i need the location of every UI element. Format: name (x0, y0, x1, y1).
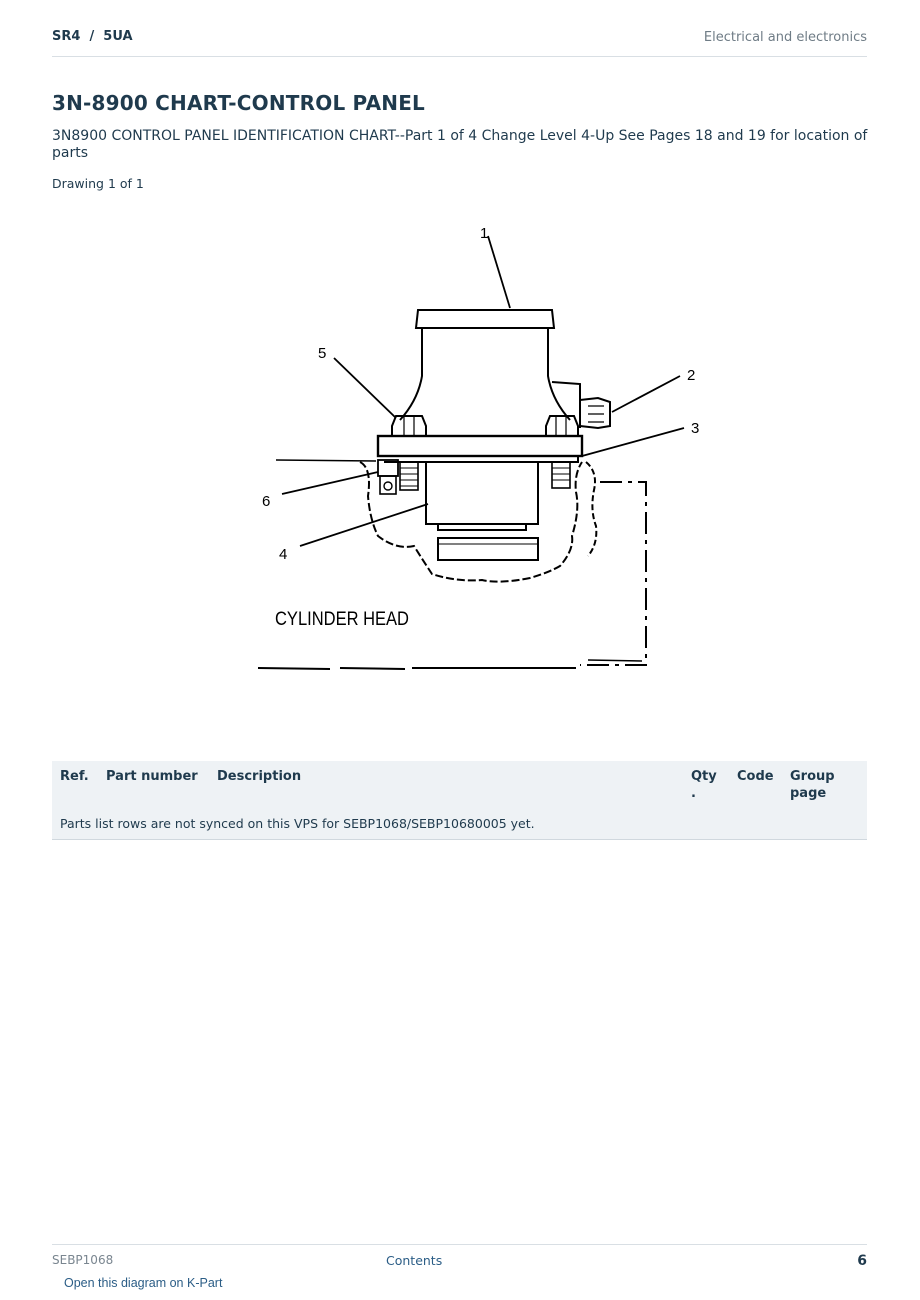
page-number: 6 (857, 1253, 867, 1269)
model-breadcrumb: SR4 / 5UA (52, 29, 133, 44)
contents-link[interactable]: Contents (386, 1253, 443, 1268)
cylinder-head-outline (580, 482, 646, 665)
callout-6: 6 (262, 493, 271, 510)
open-diagram-link[interactable]: Open this diagram on K-Part (64, 1276, 223, 1290)
page-header (52, 29, 867, 57)
lower-housing (426, 462, 538, 524)
mounting-plate (378, 436, 582, 456)
parts-sync-note: Parts list rows are not synced on this VPS for SEBP1068/SEBP10680005 yet. (60, 816, 535, 831)
cylinder-head-caption: CYLINDER HEAD (275, 609, 409, 630)
parts-diagram (200, 210, 720, 720)
piston (438, 538, 538, 560)
callout-2: 2 (687, 367, 696, 384)
column-group-page: Group page (790, 769, 835, 801)
nut-right (546, 416, 578, 436)
column-description: Description (217, 769, 302, 784)
column-part-number: Part number (106, 769, 198, 784)
callout-4: 4 (279, 546, 288, 563)
parts-table-header (52, 761, 867, 809)
casting-edge-right (586, 462, 596, 556)
page-title: 3N-8900 CHART-CONTROL PANEL (52, 91, 425, 115)
column-qty: Qty . (691, 769, 717, 801)
callout-1: 1 (480, 225, 489, 242)
column-code: Code (737, 769, 774, 784)
nut-5-left (392, 416, 426, 436)
fitting-2 (580, 398, 610, 428)
callout-3: 3 (691, 420, 700, 437)
section-name: Electrical and electronics (703, 30, 867, 45)
casting-edge-left (360, 462, 582, 582)
document-id: SEBP1068 (52, 1253, 114, 1267)
page-description: 3N8900 CONTROL PANEL IDENTIFICATION CHART--Part 1 of 4 Change Level 4-Up See Pages 18 and 19 for location of parts (52, 128, 868, 161)
page-footer (52, 1244, 867, 1275)
cap-body (416, 310, 554, 328)
parts-table (52, 761, 867, 840)
column-ref: Ref. (60, 769, 89, 784)
drawing-label: Drawing 1 of 1 (52, 176, 144, 191)
callout-5: 5 (318, 345, 327, 362)
